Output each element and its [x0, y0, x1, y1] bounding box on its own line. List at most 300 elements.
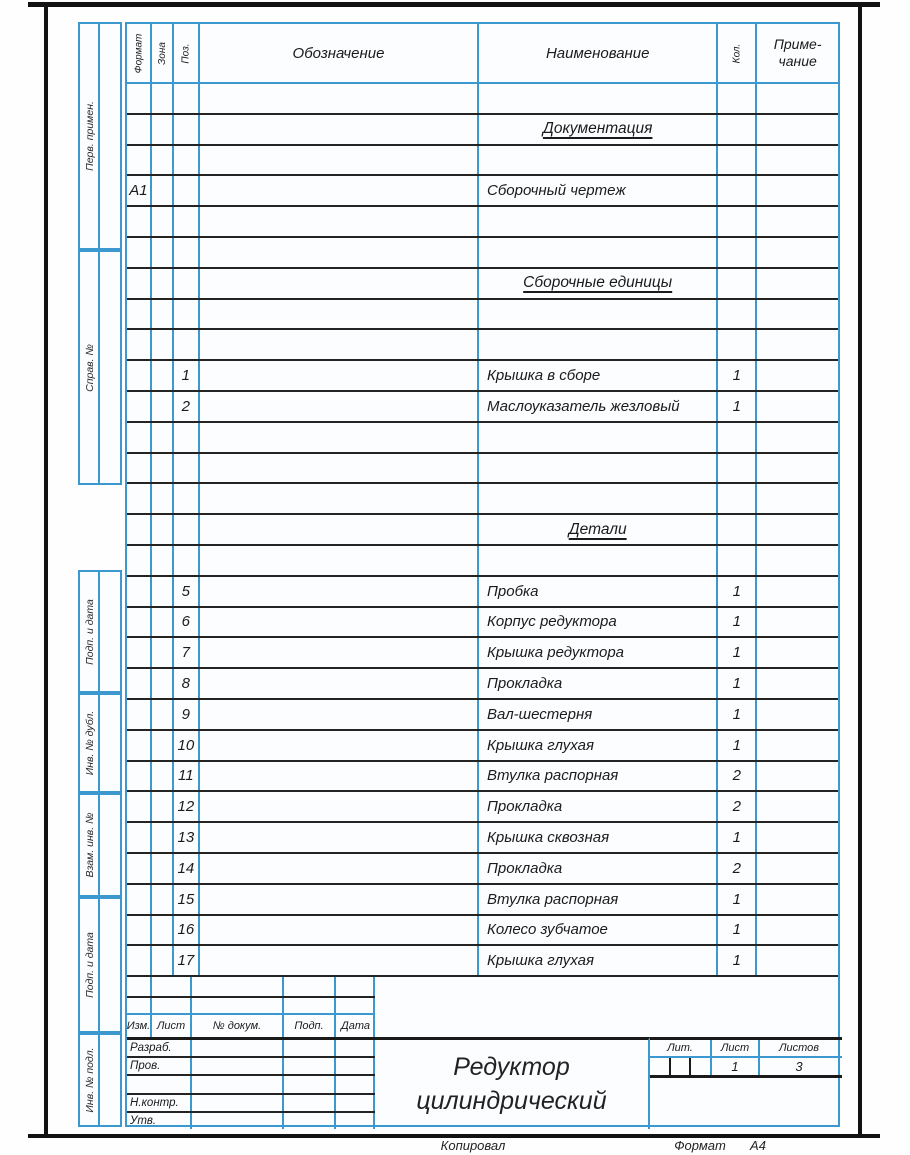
cell-name — [479, 330, 718, 359]
cell-designation — [200, 515, 479, 544]
cell-note — [757, 700, 838, 729]
cell-format — [127, 238, 152, 267]
signature-row-utv — [127, 1113, 375, 1129]
signature-row-nkontr — [127, 1095, 375, 1113]
change-table — [127, 977, 375, 1129]
cell-pos: 14 — [174, 854, 200, 883]
cell-format — [127, 823, 152, 852]
cell-designation — [200, 762, 479, 791]
cell-name — [479, 484, 718, 513]
cell-designation — [200, 638, 479, 667]
table-row — [127, 269, 838, 300]
table-row — [127, 392, 838, 423]
format-note-value: А4 — [750, 1138, 766, 1153]
margin-label: Справ. № — [84, 343, 96, 392]
cell-note — [757, 484, 838, 513]
cell-zone — [152, 608, 174, 637]
cell-format — [127, 792, 152, 821]
cell-zone — [152, 916, 174, 945]
cell-zone — [152, 885, 174, 914]
section-title: Сборочные единицы — [523, 274, 673, 292]
cell-format — [127, 115, 152, 144]
cell-format — [127, 300, 152, 329]
cell-zone — [152, 361, 174, 390]
lit-value-cells — [650, 1058, 712, 1075]
table-header-row — [127, 24, 838, 84]
cell-designation — [200, 238, 479, 267]
cell-note — [757, 577, 838, 606]
cell-pos — [174, 269, 200, 298]
cell-designation — [200, 269, 479, 298]
cell-pos — [174, 546, 200, 575]
cell-zone — [152, 176, 174, 205]
cell-pos: 15 — [174, 885, 200, 914]
cell-zone — [152, 700, 174, 729]
table-row — [127, 115, 838, 146]
table-row — [127, 330, 838, 361]
signature-label: Пров. — [127, 1058, 192, 1074]
document-title-line1: Редуктор — [453, 1052, 570, 1081]
table-row — [127, 823, 838, 854]
list-value: 1 — [712, 1058, 760, 1075]
cell-zone — [152, 146, 174, 175]
listov-value: 3 — [795, 1059, 803, 1074]
table-row — [127, 515, 838, 546]
cell-note — [757, 885, 838, 914]
organization-cell — [650, 1078, 842, 1127]
cell-format — [127, 577, 152, 606]
cell-name: Пробка — [479, 577, 718, 606]
change-header-list: Лист — [152, 1015, 192, 1037]
cell-zone — [152, 823, 174, 852]
table-row — [127, 207, 838, 238]
cell-qty: 1 — [718, 577, 757, 606]
margin-box-inv-podl — [78, 1033, 122, 1127]
change-extra-rows — [127, 977, 375, 1015]
table-row — [127, 946, 838, 977]
margin-box-podp-data-1 — [78, 570, 122, 693]
cell-pos: 2 — [174, 392, 200, 421]
format-note-label: Формат — [674, 1138, 726, 1153]
margin-box-divider — [98, 24, 100, 248]
cell-name: Прокладка — [479, 854, 718, 883]
cell-note — [757, 207, 838, 236]
header-designation: Обозначение — [200, 24, 479, 82]
cell-pos — [174, 176, 200, 205]
cell-zone — [152, 423, 174, 452]
cell-zone — [152, 238, 174, 267]
cell-note — [757, 392, 838, 421]
cell-qty: 1 — [718, 669, 757, 698]
cell-qty — [718, 207, 757, 236]
margin-label: Инв. № подл. — [84, 1047, 96, 1113]
table-row — [127, 700, 838, 731]
cell-zone — [152, 392, 174, 421]
cell-zone — [152, 454, 174, 483]
margin-label: Перв. примен. — [84, 101, 96, 171]
cell-name — [479, 454, 718, 483]
cell-pos — [174, 484, 200, 513]
header-pos: Поз. — [174, 24, 200, 82]
margin-label: Подп. и дата — [84, 932, 96, 998]
table-row — [127, 854, 838, 885]
cell-note — [757, 762, 838, 791]
cell-designation — [200, 115, 479, 144]
margin-label: Подп. и дата — [84, 598, 96, 665]
signature-row-razrab — [127, 1040, 375, 1058]
table-row — [127, 176, 838, 207]
cell-zone — [152, 638, 174, 667]
cell-name: Втулка распорная — [479, 762, 718, 791]
table-row — [127, 916, 838, 947]
change-table-header — [127, 1015, 375, 1037]
cell-designation — [200, 392, 479, 421]
cell-designation — [200, 577, 479, 606]
cell-pos: 13 — [174, 823, 200, 852]
cell-format — [127, 484, 152, 513]
margin-box-inv-dubl — [78, 693, 122, 793]
cell-qty — [718, 269, 757, 298]
cell-name — [479, 146, 718, 175]
cell-designation — [200, 330, 479, 359]
cell-designation — [200, 731, 479, 760]
margin-box-divider — [98, 795, 100, 895]
cell-pos — [174, 238, 200, 267]
table-row — [127, 300, 838, 331]
signature-row-empty — [127, 1076, 375, 1094]
cell-zone — [152, 207, 174, 236]
margin-box-perv-primen — [78, 22, 122, 250]
cell-pos: 17 — [174, 946, 200, 975]
frame-left-border — [44, 2, 48, 1138]
margin-box-divider — [98, 695, 100, 791]
cell-note — [757, 946, 838, 975]
table-row — [127, 885, 838, 916]
cell-pos: 8 — [174, 669, 200, 698]
cell-name — [479, 269, 718, 298]
margin-box-vzam-inv — [78, 793, 122, 897]
cell-designation — [200, 792, 479, 821]
cell-name: Прокладка — [479, 669, 718, 698]
cell-format — [127, 546, 152, 575]
title-block — [127, 977, 838, 1129]
header-qty: Кол. — [718, 24, 757, 82]
change-header-doc: № докум. — [192, 1015, 284, 1037]
cell-qty — [718, 146, 757, 175]
cell-note — [757, 608, 838, 637]
table-body — [127, 84, 838, 977]
cell-pos — [174, 84, 200, 113]
signature-label: Утв. — [127, 1113, 192, 1129]
cell-name: Втулка распорная — [479, 885, 718, 914]
lit-list-listov-block — [650, 1037, 842, 1129]
table-row — [127, 577, 838, 608]
cell-name: Колесо зубчатое — [479, 916, 718, 945]
cell-format — [127, 854, 152, 883]
cell-format — [127, 84, 152, 113]
cell-zone — [152, 330, 174, 359]
cell-designation — [200, 546, 479, 575]
cell-qty: 2 — [718, 792, 757, 821]
cell-designation — [200, 669, 479, 698]
table-row — [127, 608, 838, 639]
header-zone: Зона — [152, 24, 174, 82]
cell-format — [127, 946, 152, 975]
lit-label: Лит. — [650, 1040, 712, 1056]
cell-qty: 1 — [718, 731, 757, 760]
specification-table — [125, 22, 840, 1127]
listov-label: Листов — [778, 1042, 820, 1054]
kopiroval-note: Копировал — [440, 1138, 506, 1153]
margin-box-divider — [98, 1035, 100, 1125]
table-row — [127, 546, 838, 577]
change-header-data: Дата — [340, 1020, 371, 1032]
cell-designation — [200, 823, 479, 852]
table-row — [127, 762, 838, 793]
cell-format — [127, 207, 152, 236]
cell-pos — [174, 330, 200, 359]
cell-note — [757, 361, 838, 390]
cell-designation — [200, 423, 479, 452]
cell-qty — [718, 176, 757, 205]
cell-pos: 6 — [174, 608, 200, 637]
cell-note — [757, 269, 838, 298]
table-row — [127, 792, 838, 823]
cell-format — [127, 731, 152, 760]
cell-name — [479, 300, 718, 329]
cell-qty — [718, 238, 757, 267]
frame-top-border — [28, 2, 880, 7]
cell-format — [127, 700, 152, 729]
cell-name: Крышка глухая — [479, 731, 718, 760]
margin-box-sprav-no — [78, 250, 122, 485]
cell-pos: 10 — [174, 731, 200, 760]
cell-note — [757, 731, 838, 760]
cell-designation — [200, 454, 479, 483]
signature-label: Разраб. — [127, 1040, 192, 1056]
cell-qty — [718, 423, 757, 452]
header-note: Приме- чание — [773, 35, 822, 69]
lit-list-listov-values — [650, 1058, 842, 1078]
cell-pos — [174, 146, 200, 175]
cell-name — [479, 115, 718, 144]
cell-qty: 1 — [718, 361, 757, 390]
cell-format — [127, 146, 152, 175]
change-header-podp: Подп. — [284, 1015, 336, 1037]
cell-pos: 9 — [174, 700, 200, 729]
cell-qty: 1 — [718, 916, 757, 945]
cell-designation — [200, 207, 479, 236]
cell-zone — [152, 84, 174, 113]
margin-label: Взам. инв. № — [84, 812, 96, 878]
cell-note — [757, 238, 838, 267]
cell-format — [127, 392, 152, 421]
cell-zone — [152, 854, 174, 883]
cell-format — [127, 330, 152, 359]
cell-designation — [200, 885, 479, 914]
cell-format — [127, 916, 152, 945]
cell-note — [757, 916, 838, 945]
cell-note — [757, 854, 838, 883]
cell-format — [127, 454, 152, 483]
change-header-izm: Изм. — [127, 1015, 152, 1037]
cell-format: А1 — [127, 176, 152, 205]
cell-name: Корпус редуктора — [479, 608, 718, 637]
cell-note — [757, 146, 838, 175]
signature-rows — [127, 1037, 375, 1129]
header-name: Наименование — [479, 24, 718, 82]
cell-designation — [200, 300, 479, 329]
cell-format — [127, 361, 152, 390]
cell-zone — [152, 484, 174, 513]
cell-name: Крышка сквозная — [479, 823, 718, 852]
signature-row-prov — [127, 1058, 375, 1076]
cell-qty: 1 — [718, 638, 757, 667]
margin-box-podp-data-2 — [78, 897, 122, 1033]
cell-qty: 1 — [718, 823, 757, 852]
cell-zone — [152, 762, 174, 791]
margin-box-divider — [98, 252, 100, 483]
signature-label — [127, 1076, 192, 1092]
cell-name — [479, 84, 718, 113]
cell-name: Крышка редуктора — [479, 638, 718, 667]
cell-zone — [152, 300, 174, 329]
cell-pos: 1 — [174, 361, 200, 390]
margin-label: Инв. № дубл. — [84, 710, 96, 776]
cell-pos: 7 — [174, 638, 200, 667]
cell-name — [479, 423, 718, 452]
cell-zone — [152, 669, 174, 698]
cell-designation — [200, 946, 479, 975]
cell-format — [127, 515, 152, 544]
cell-zone — [152, 115, 174, 144]
cell-qty — [718, 84, 757, 113]
cell-note — [757, 300, 838, 329]
cell-pos — [174, 454, 200, 483]
cell-note — [757, 638, 838, 667]
cell-designation — [200, 854, 479, 883]
cell-pos — [174, 423, 200, 452]
cell-note — [757, 423, 838, 452]
cell-name: Вал-шестерня — [479, 700, 718, 729]
cell-qty — [718, 515, 757, 544]
cell-note — [757, 669, 838, 698]
cell-pos: 16 — [174, 916, 200, 945]
cell-qty — [718, 115, 757, 144]
cell-designation — [200, 916, 479, 945]
cell-pos: 5 — [174, 577, 200, 606]
cell-qty: 2 — [718, 762, 757, 791]
cell-designation — [200, 700, 479, 729]
cell-format — [127, 638, 152, 667]
cell-name — [479, 207, 718, 236]
cell-pos: 11 — [174, 762, 200, 791]
cell-name: Прокладка — [479, 792, 718, 821]
cell-zone — [152, 269, 174, 298]
cell-note — [757, 792, 838, 821]
cell-name: Крышка глухая — [479, 946, 718, 975]
change-extra-row — [127, 977, 375, 998]
cell-qty — [718, 546, 757, 575]
cell-format — [127, 762, 152, 791]
cell-note — [757, 84, 838, 113]
table-row — [127, 361, 838, 392]
cell-format — [127, 608, 152, 637]
cell-format — [127, 669, 152, 698]
table-row — [127, 669, 838, 700]
cell-qty — [718, 484, 757, 513]
cell-name — [479, 515, 718, 544]
table-row — [127, 731, 838, 762]
change-extra-row — [127, 998, 375, 1015]
section-title: Документация — [542, 120, 653, 138]
document-title — [375, 1037, 650, 1129]
cell-pos — [174, 207, 200, 236]
table-row — [127, 84, 838, 115]
cell-zone — [152, 946, 174, 975]
cell-note — [757, 176, 838, 205]
margin-box-divider — [98, 899, 100, 1031]
header-format: Формат — [127, 24, 152, 82]
cell-name — [479, 238, 718, 267]
cell-zone — [152, 515, 174, 544]
cell-name: Сборочный чертеж — [479, 176, 718, 205]
cell-pos — [174, 115, 200, 144]
cell-note — [757, 115, 838, 144]
cell-pos — [174, 515, 200, 544]
cell-zone — [152, 731, 174, 760]
cell-format — [127, 269, 152, 298]
cell-qty: 1 — [718, 700, 757, 729]
cell-qty — [718, 300, 757, 329]
document-title-line2: цилиндрический — [416, 1086, 607, 1115]
table-row — [127, 454, 838, 485]
cell-pos: 12 — [174, 792, 200, 821]
section-title: Детали — [568, 520, 627, 538]
cell-qty: 2 — [718, 854, 757, 883]
frame-right-border — [858, 2, 862, 1138]
margin-box-divider — [98, 572, 100, 691]
cell-format — [127, 423, 152, 452]
cell-designation — [200, 361, 479, 390]
table-row — [127, 238, 838, 269]
cell-note — [757, 546, 838, 575]
cell-name: Крышка в сборе — [479, 361, 718, 390]
table-row — [127, 423, 838, 454]
table-row — [127, 146, 838, 177]
cell-qty — [718, 454, 757, 483]
cell-designation — [200, 484, 479, 513]
cell-zone — [152, 792, 174, 821]
cell-name: Маслоуказатель жезловый — [479, 392, 718, 421]
list-label: Лист — [712, 1040, 760, 1056]
cell-note — [757, 515, 838, 544]
cell-pos — [174, 300, 200, 329]
table-row — [127, 484, 838, 515]
table-row — [127, 638, 838, 669]
cell-note — [757, 823, 838, 852]
lit-list-listov-labels — [650, 1040, 842, 1058]
cell-name — [479, 546, 718, 575]
cell-note — [757, 454, 838, 483]
cell-qty: 1 — [718, 608, 757, 637]
cell-designation — [200, 146, 479, 175]
cell-designation — [200, 608, 479, 637]
cell-qty: 1 — [718, 946, 757, 975]
cell-designation — [200, 84, 479, 113]
cell-qty: 1 — [718, 392, 757, 421]
cell-qty — [718, 330, 757, 359]
